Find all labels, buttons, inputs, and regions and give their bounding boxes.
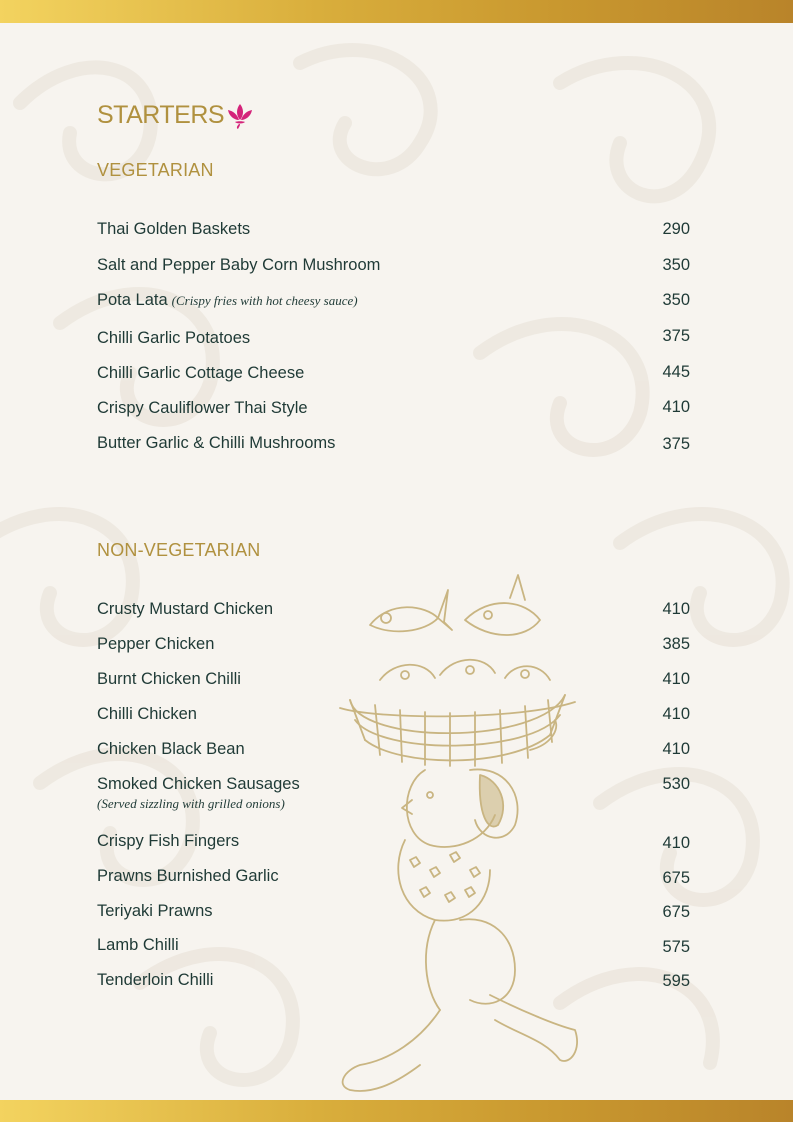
menu-item	[97, 832, 690, 858]
item-price: 575	[662, 938, 690, 956]
menu-item	[97, 635, 690, 661]
bottom-gold-border	[0, 1100, 793, 1122]
item-name: Prawns Burnished Garlic	[97, 867, 279, 885]
item-price: 530	[662, 775, 690, 793]
menu-item	[97, 902, 690, 928]
starters-heading	[97, 100, 254, 130]
item-name: Butter Garlic & Chilli Mushrooms	[97, 434, 336, 452]
menu-item	[97, 291, 690, 317]
item-name: Pepper Chicken	[97, 635, 215, 653]
item-name: Thai Golden Baskets	[97, 220, 251, 238]
item-note: (Crispy fries with hot cheesy sauce)	[171, 293, 358, 308]
menu-item	[97, 399, 690, 425]
item-name: Chilli Garlic Cottage Cheese	[97, 364, 305, 382]
menu-item	[97, 256, 690, 282]
menu-item	[97, 670, 690, 696]
item-price: 410	[662, 398, 690, 416]
item-price: 350	[662, 256, 690, 274]
item-name: Smoked Chicken Sausages	[97, 775, 300, 793]
item-price: 410	[662, 834, 690, 852]
item-price: 350	[662, 291, 690, 309]
item-price: 595	[662, 972, 690, 990]
menu-item	[97, 600, 690, 626]
non-vegetarian-title: NON-VEGETARIAN	[97, 540, 261, 560]
menu-item	[97, 364, 690, 390]
menu-item	[97, 867, 690, 893]
item-subnote: (Served sizzling with grilled onions)	[97, 796, 285, 811]
menu-item	[97, 705, 690, 731]
menu-item	[97, 936, 690, 962]
item-price: 445	[662, 363, 690, 381]
item-name: Crusty Mustard Chicken	[97, 600, 274, 618]
heading-text: STARTERS	[97, 100, 225, 129]
menu-item	[97, 434, 690, 460]
item-price: 375	[662, 435, 690, 453]
item-name: Salt and Pepper Baby Corn Mushroom	[97, 256, 381, 274]
item-name: Chilli Garlic Potatoes	[97, 329, 251, 347]
menu-item	[97, 220, 690, 246]
top-gold-border	[0, 0, 793, 23]
item-name: Chicken Black Bean	[97, 740, 245, 758]
item-name: Crispy Fish Fingers	[97, 832, 240, 850]
item-price: 385	[662, 635, 690, 653]
item-price: 410	[662, 740, 690, 758]
item-price: 410	[662, 670, 690, 688]
item-name: Chilli Chicken	[97, 705, 197, 723]
menu-item	[97, 740, 690, 766]
item-price: 410	[662, 600, 690, 618]
menu-item	[97, 329, 690, 355]
vegetarian-title: VEGETARIAN	[97, 160, 214, 180]
item-name: Burnt Chicken Chilli	[97, 670, 241, 688]
item-name: Crispy Cauliflower Thai Style	[97, 399, 308, 417]
item-name: Lamb Chilli	[97, 936, 179, 954]
item-name: Teriyaki Prawns	[97, 902, 213, 920]
item-name: Pota Lata	[97, 291, 168, 309]
item-name: Tenderloin Chilli	[97, 971, 214, 989]
item-price: 410	[662, 705, 690, 723]
lotus-icon	[226, 100, 254, 130]
item-price: 675	[662, 903, 690, 921]
item-price: 675	[662, 869, 690, 887]
menu-item	[97, 971, 690, 997]
item-price: 290	[662, 220, 690, 238]
item-price: 375	[662, 327, 690, 345]
